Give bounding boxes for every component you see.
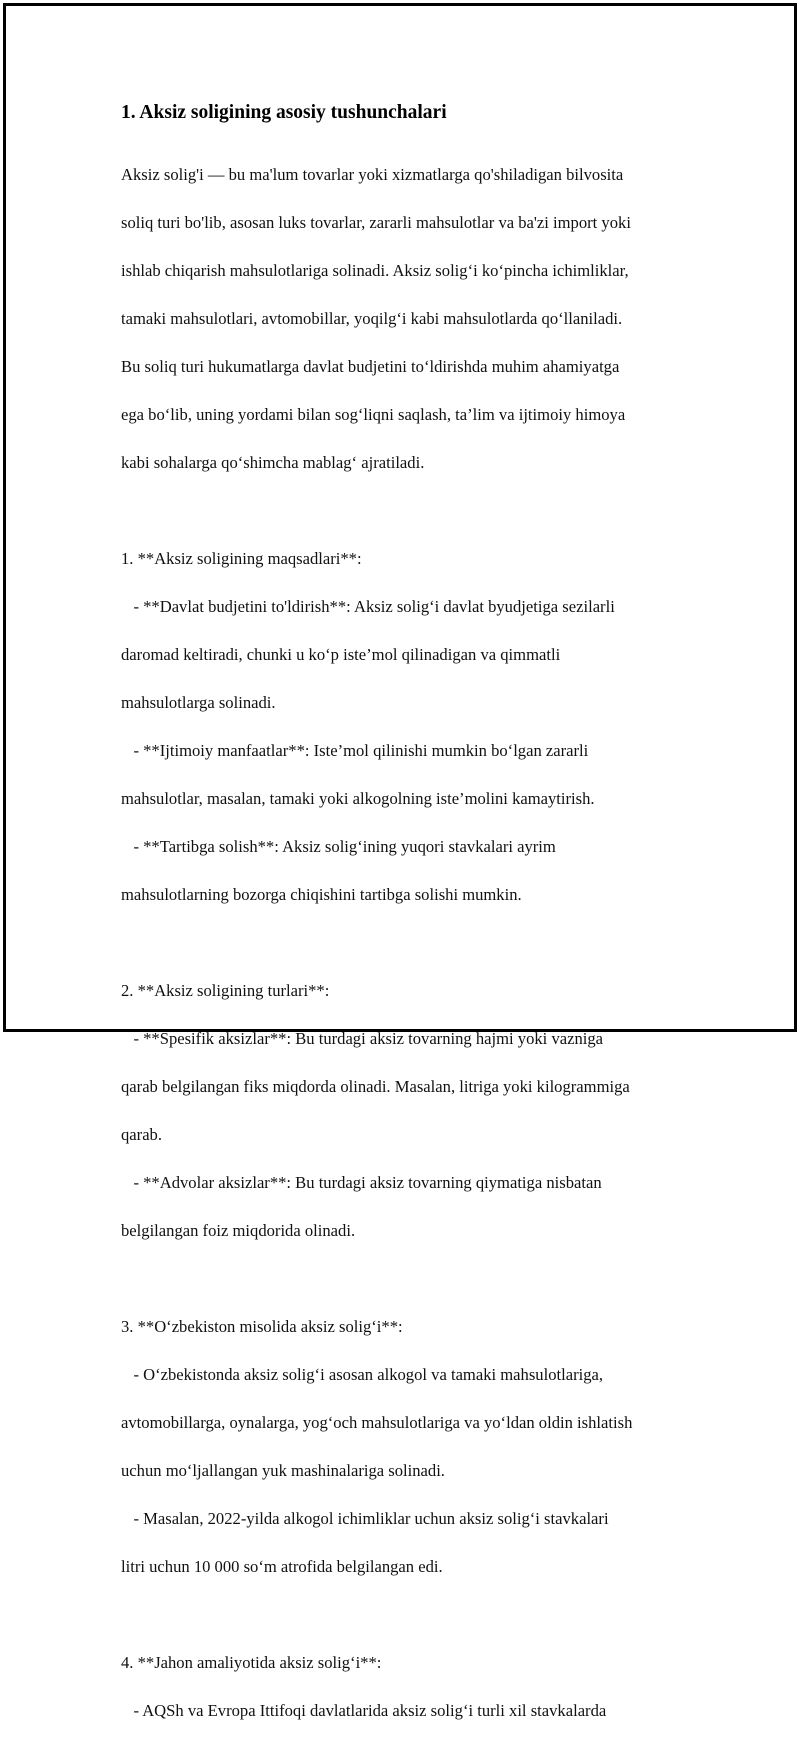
paragraph-gap — [121, 1603, 706, 1627]
list-item: - Masalan, 2022-yilda alkogol ichimliklar uchun aksiz solig‘i stavkalari — [121, 1509, 609, 1528]
list-item-continuation: mahsulotlarga solinadi. — [121, 693, 276, 712]
intro-paragraph — [121, 139, 706, 499]
list-section-types — [121, 955, 706, 1267]
list-item-continuation: daromad keltiradi, chunki u ko‘p iste’mol qilinadigan va qimmatli — [121, 645, 561, 664]
text-line: tamaki mahsulotlari, avtomobillar, yoqilg‘i kabi mahsulotlarda qo‘llaniladi. — [121, 309, 623, 328]
list-item: - **Advolar aksizlar**: Bu turdagi aksiz tovarning qiymatiga nisbatan — [121, 1173, 602, 1192]
list-item-continuation: mahsulotlarning bozorga chiqishini tartibga solishi mumkin. — [121, 885, 522, 904]
paragraph-gap — [121, 1267, 706, 1291]
list-item-continuation: mahsulotlar, masalan, tamaki yoki alkogolning iste’molini kamaytirish. — [121, 789, 595, 808]
section-heading: 1. Aksiz soligining asosiy tushunchalari — [121, 102, 447, 123]
list-section-world-practice — [121, 1627, 706, 1747]
list-item-continuation: qarab belgilangan fiks miqdorda olinadi. Masalan, litriga yoki kilogrammiga — [121, 1077, 630, 1096]
paragraph-gap — [121, 931, 706, 955]
list-item: - **Tartibga solish**: Aksiz solig‘ining yuqori stavkalari ayrim — [121, 837, 556, 856]
list-item: - O‘zbekistonda aksiz solig‘i asosan alkogol va tamaki mahsulotlariga, — [121, 1365, 604, 1384]
document-body — [121, 101, 706, 1747]
list-item: - **Ijtimoiy manfaatlar**: Iste’mol qilinishi mumkin bo‘lgan zararli — [121, 741, 589, 760]
text-line: Aksiz solig'i — bu ma'lum tovarlar yoki xizmatlarga qo'shiladigan bilvosita — [121, 165, 624, 184]
list-item: - **Spesifik aksizlar**: Bu turdagi aksiz tovarning hajmi yoki vazniga — [121, 1029, 604, 1048]
list-heading: 1. **Aksiz soligining maqsadlari**: — [121, 549, 362, 568]
list-section-goals — [121, 523, 706, 931]
list-heading: 4. **Jahon amaliyotida aksiz solig‘i**: — [121, 1653, 382, 1672]
list-heading: 3. **O‘zbekiston misolida aksiz solig‘i**: — [121, 1317, 403, 1336]
list-item-continuation: avtomobillarga, oynalarga, yog‘och mahsulotlariga va yo‘ldan oldin ishlatish — [121, 1413, 633, 1432]
text-line: ishlab chiqarish mahsulotlariga solinadi. Aksiz solig‘i ko‘pincha ichimliklar, — [121, 261, 629, 280]
list-item-continuation: litri uchun 10 000 so‘m atrofida belgilangan edi. — [121, 1557, 443, 1576]
list-heading: 2. **Aksiz soligining turlari**: — [121, 981, 330, 1000]
list-item: - AQSh va Evropa Ittifoqi davlatlarida aksiz solig‘i turli xil stavkalarda — [121, 1701, 607, 1720]
list-section-uzbekistan — [121, 1291, 706, 1603]
list-item-continuation: belgilangan foiz miqdorida olinadi. — [121, 1221, 356, 1240]
text-line: Bu soliq turi hukumatlarga davlat budjetini to‘ldirishda muhim ahamiyatga — [121, 357, 620, 376]
text-line: ega bo‘lib, uning yordami bilan sog‘liqni saqlash, ta’lim va ijtimoiy himoya — [121, 405, 626, 424]
text-line: kabi sohalarga qo‘shimcha mablag‘ ajratiladi. — [121, 453, 425, 472]
paragraph-gap — [121, 499, 706, 523]
list-item: - **Davlat budjetini to'ldirish**: Aksiz solig‘i davlat byudjetiga sezilarli — [121, 597, 615, 616]
page-border — [3, 3, 797, 1720]
list-item-continuation: qarab. — [121, 1125, 162, 1144]
list-item-continuation: uchun mo‘ljallangan yuk mashinalariga solinadi. — [121, 1461, 445, 1480]
text-line: soliq turi bo'lib, asosan luks tovarlar, zararli mahsulotlar va ba'zi import yoki — [121, 213, 631, 232]
